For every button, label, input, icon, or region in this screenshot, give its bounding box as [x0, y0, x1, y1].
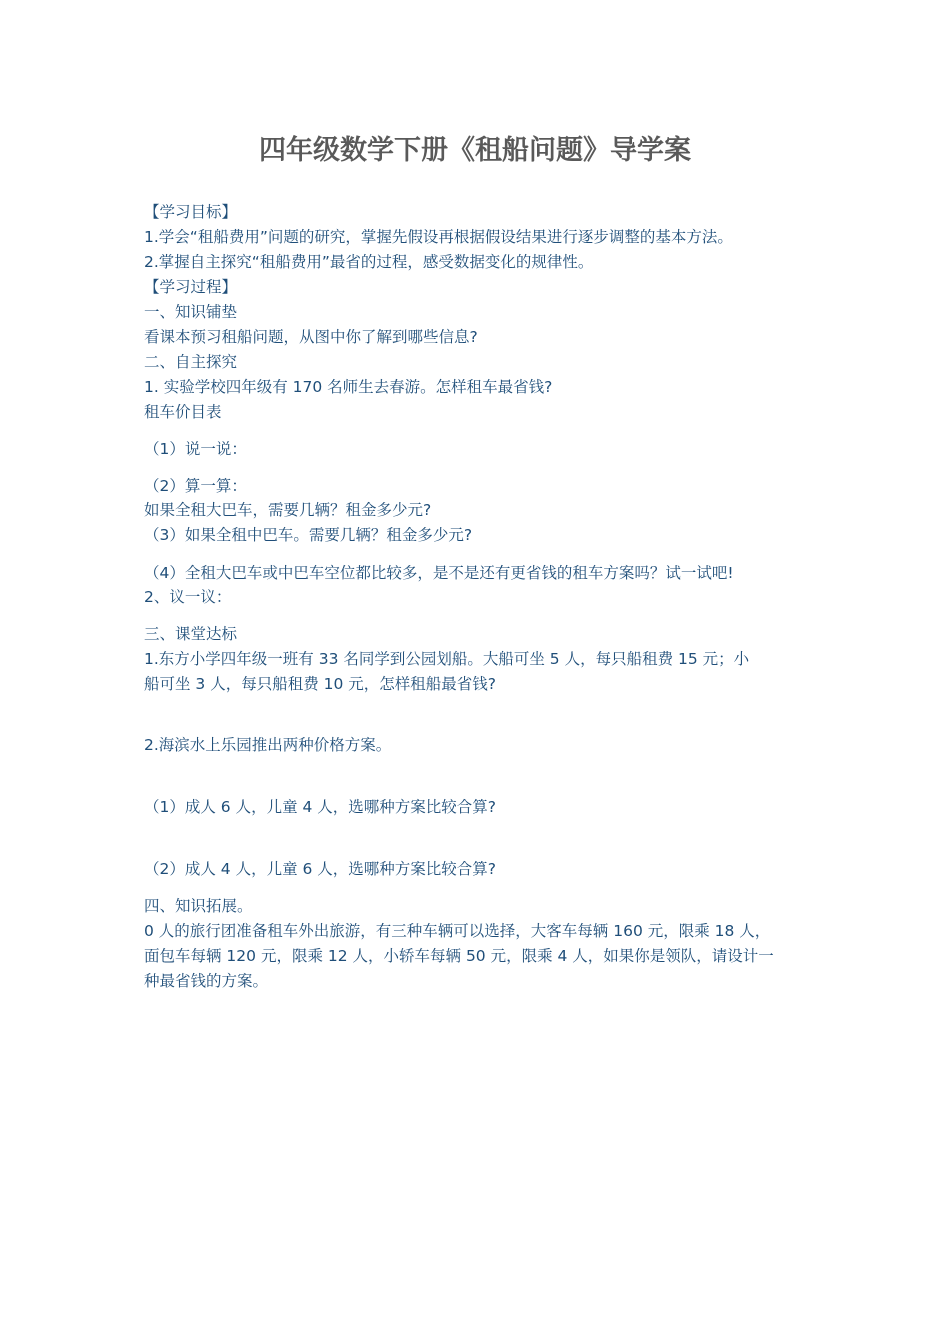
sub-question-3: （3）如果全租中巴车。需要几辆？租金多少元?	[144, 526, 473, 544]
part-heading-3: 三、课堂达标	[144, 625, 238, 643]
price-table-label: 租车价目表	[144, 403, 222, 421]
part-heading-1: 一、知识铺垫	[144, 303, 238, 321]
objective-1: 1.学会“租船费用”问题的研究，掌握先假设再根据假设结果进行逐步调整的基本方法。	[144, 228, 733, 246]
part-heading-4: 四、知识拓展。	[144, 897, 253, 915]
exercise-2: 2.海滨水上乐园推出两种价格方案。	[144, 736, 392, 754]
exercise-1-line-2: 船可坐 3 人，每只船租费 10 元，怎样租船最省钱?	[144, 675, 497, 693]
extension-line-3: 种最省钱的方案。	[144, 972, 269, 990]
exercise-1-line-1: 1.东方小学四年级一班有 33 名同学到公园划船。大船可坐 5 人，每只船租费 15 元；小	[144, 650, 750, 668]
objective-2: 2.掌握自主探究“租船费用”最省的过程，感受数据变化的规律性。	[144, 253, 594, 271]
section-heading-process: 【学习过程】	[144, 278, 238, 296]
sub-question-2: （2）算一算：	[144, 477, 247, 495]
extension-line-1: 0 人的旅行团准备租车外出旅游，有三种车辆可以选择，大客车每辆 160 元，限乘 18 人，	[144, 922, 771, 940]
discussion-heading: 2、议一议：	[144, 588, 232, 606]
exercise-2-question-1: （1）成人 6 人，儿童 4 人，选哪种方案比较合算?	[144, 798, 497, 816]
sub-question-4: （4）全租大巴车或中巴车空位都比较多，是不是还有更省钱的租车方案吗？试一试吧!	[144, 564, 734, 582]
extension-line-2: 面包车每辆 120 元，限乘 12 人，小轿车每辆 50 元，限乘 4 人，如果你是领队，请设计一	[144, 947, 774, 965]
question-1: 1. 实验学校四年级有 170 名师生去春游。怎样租车最省钱?	[144, 378, 553, 396]
section-heading-objectives: 【学习目标】	[144, 203, 238, 221]
part-heading-2: 二、自主探究	[144, 353, 238, 371]
paragraph-line: 如果全租大巴车，需要几辆？租金多少元?	[144, 501, 432, 519]
sub-question-1: （1）说一说：	[144, 440, 247, 458]
exercise-2-question-2: （2）成人 4 人，儿童 6 人，选哪种方案比较合算?	[144, 860, 497, 878]
paragraph-line: 看课本预习租船问题，从图中你了解到哪些信息?	[144, 328, 478, 346]
page-title: 四年级数学下册《租船问题》导学案	[259, 135, 691, 166]
